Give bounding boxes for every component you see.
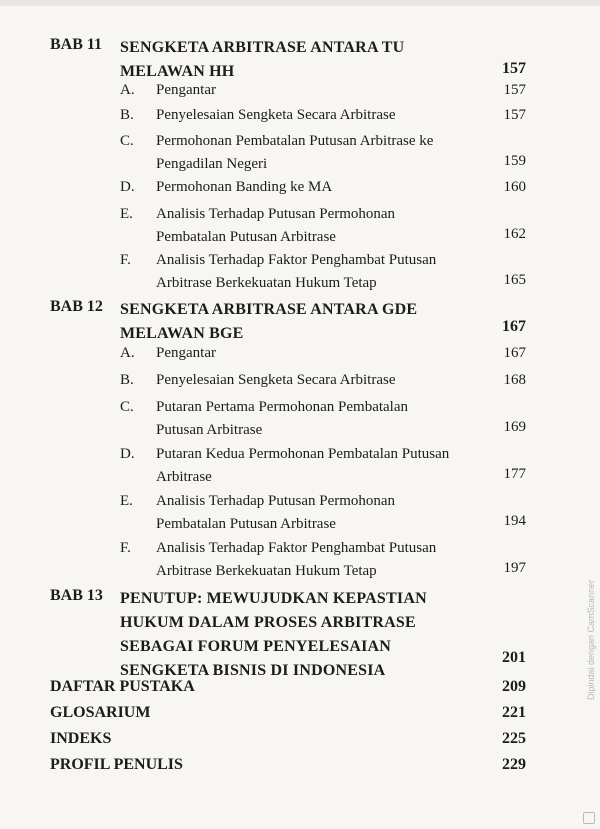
entry-letter: E. xyxy=(120,493,133,509)
entry-text: Analisis Terhadap Putusan Permohonan Pembatalan Putusan Arbitrase xyxy=(156,206,396,245)
backmatter-title: PROFIL PENULIS xyxy=(50,756,183,773)
backmatter-title: INDEKS xyxy=(50,730,112,747)
camscanner-icon xyxy=(583,812,595,824)
chapter-page: 201 xyxy=(502,649,526,666)
entry-text: Penyelesaian Sengketa Secara Arbitrase xyxy=(156,372,396,388)
entry-text: Putaran Kedua Permohonan Pembatalan Putusan Arbitrase xyxy=(156,446,450,485)
entry-text: Putaran Pertama Permohonan Pembatalan Putusan Arbitrase xyxy=(156,399,409,438)
entry-page: 162 xyxy=(503,226,526,242)
scanner-watermark: Dipindai dengan CamScanner xyxy=(586,579,596,700)
entry-page: 168 xyxy=(503,372,526,388)
entry-page: 165 xyxy=(503,272,526,288)
entry-page: 167 xyxy=(503,345,526,361)
entry-text: Permohonan Pembatalan Putusan Arbitrase ke Pengadilan Negeri xyxy=(156,133,434,172)
chapter-label: BAB 12 xyxy=(50,298,103,315)
entry-letter: A. xyxy=(120,345,135,361)
backmatter-page: 209 xyxy=(502,678,526,695)
backmatter-page: 221 xyxy=(502,704,526,721)
chapter-title: SENGKETA ARBITRASE ANTARA TU MELAWAN HH xyxy=(120,39,405,80)
chapter-title: SENGKETA ARBITRASE ANTARA GDE MELAWAN BGE xyxy=(120,301,418,342)
entry-text: Analisis Terhadap Putusan Permohonan Pembatalan Putusan Arbitrase xyxy=(156,493,396,532)
entry-letter: F. xyxy=(120,540,131,556)
entry-page: 157 xyxy=(503,82,526,98)
entry-page: 177 xyxy=(503,466,526,482)
entry-page: 160 xyxy=(503,179,526,195)
entry-letter: D. xyxy=(120,446,135,462)
chapter-page: 157 xyxy=(502,60,526,77)
backmatter-title: GLOSARIUM xyxy=(50,704,151,721)
entry-letter: F. xyxy=(120,252,131,268)
backmatter-title: DAFTAR PUSTAKA xyxy=(50,678,195,695)
chapter-title: PENUTUP: MEWUJUDKAN KEPASTIAN HUKUM DALAM PROSES ARBITRASE SEBAGAI FORUM PENYELESAIAN SENGKETA BISNIS DI INDONESIA xyxy=(120,590,427,679)
entry-page: 194 xyxy=(503,513,526,529)
entry-page: 159 xyxy=(503,153,526,169)
entry-letter: B. xyxy=(120,372,134,388)
top-edge xyxy=(0,0,600,6)
entry-letter: D. xyxy=(120,179,135,195)
chapter-label: BAB 11 xyxy=(50,36,103,53)
entry-text: Permohonan Banding ke MA xyxy=(156,179,333,195)
entry-letter: E. xyxy=(120,206,133,222)
entry-page: 197 xyxy=(503,560,526,576)
entry-text: Penyelesaian Sengketa Secara Arbitrase xyxy=(156,107,396,123)
backmatter-page: 229 xyxy=(502,756,526,773)
chapter-page: 167 xyxy=(502,318,526,335)
entry-letter: B. xyxy=(120,107,134,123)
entry-text: Pengantar xyxy=(156,345,216,361)
entry-letter: C. xyxy=(120,399,134,415)
entry-text: Pengantar xyxy=(156,82,216,98)
entry-letter: C. xyxy=(120,133,134,149)
backmatter-page: 225 xyxy=(502,730,526,747)
entry-text: Analisis Terhadap Faktor Penghambat Putusan Arbitrase Berkekuatan Hukum Tetap xyxy=(156,540,437,579)
entry-page: 169 xyxy=(503,419,526,435)
chapter-label: BAB 13 xyxy=(50,587,103,604)
entry-text: Analisis Terhadap Faktor Penghambat Putusan Arbitrase Berkekuatan Hukum Tetap xyxy=(156,252,437,291)
entry-letter: A. xyxy=(120,82,135,98)
entry-page: 157 xyxy=(503,107,526,123)
